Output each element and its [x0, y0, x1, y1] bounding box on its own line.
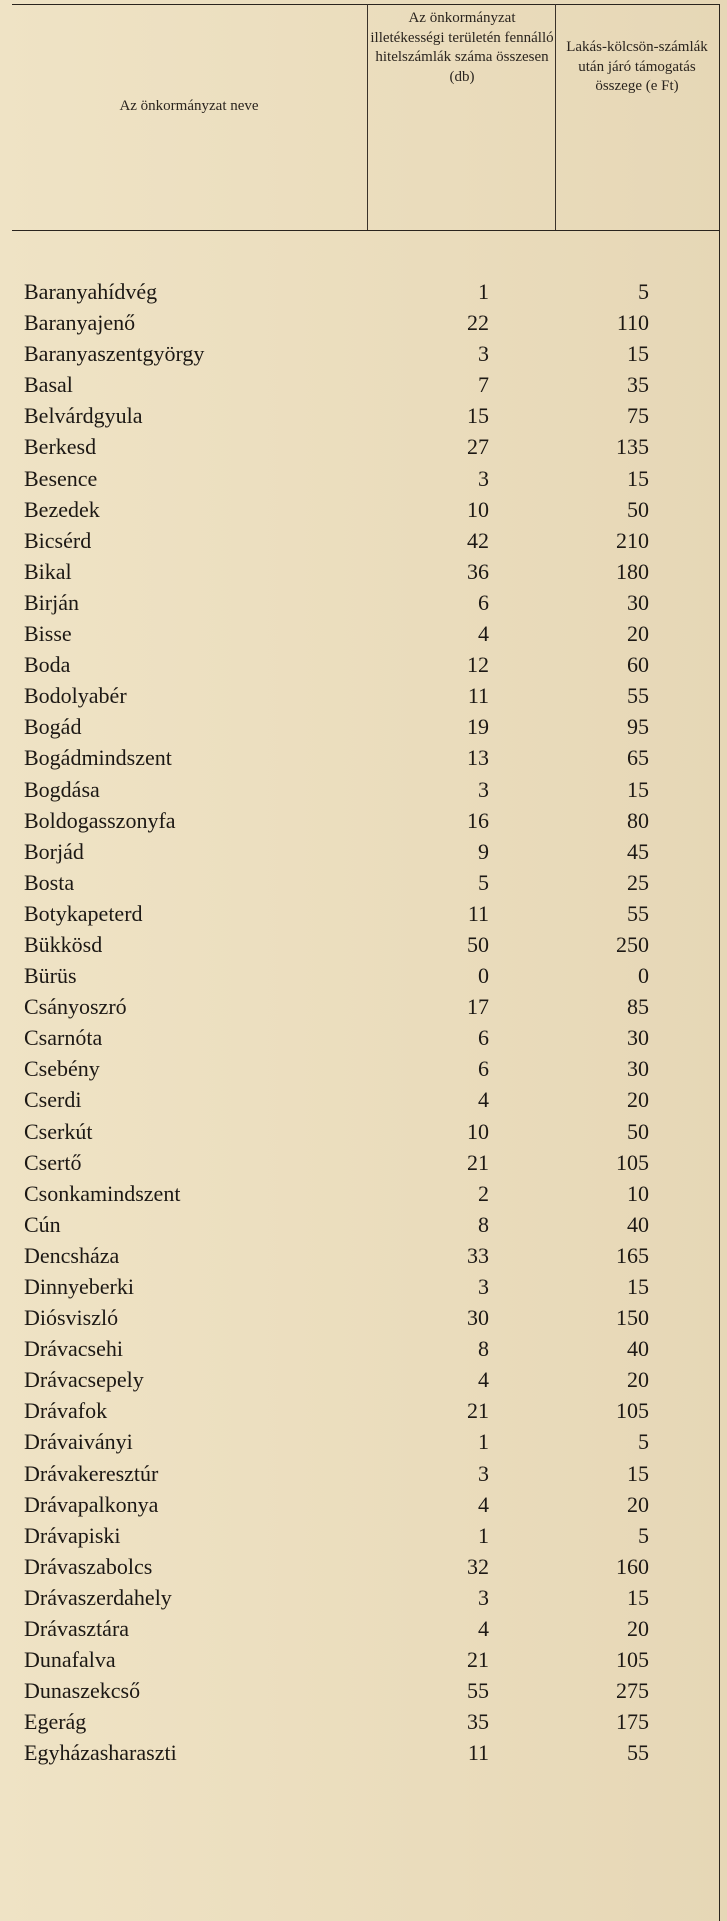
account-count: 36 [467, 558, 489, 584]
table-row [0, 463, 727, 494]
header-column-divider [367, 4, 368, 230]
table-row [0, 1426, 727, 1457]
table-row [0, 1458, 727, 1489]
account-count: 5 [478, 869, 489, 895]
support-amount: 65 [627, 745, 649, 771]
table-row [0, 1395, 727, 1426]
table-row [0, 431, 727, 462]
table-row [0, 680, 727, 711]
table-row [0, 307, 727, 338]
table-body [0, 276, 727, 1769]
table-row [0, 1613, 727, 1644]
municipality-name: Drávakeresztúr [24, 1460, 159, 1486]
table-row [0, 1551, 727, 1582]
header-column-divider [555, 4, 556, 230]
municipality-name: Egyházasharaszti [24, 1740, 177, 1766]
table-row [0, 1644, 727, 1675]
municipality-name: Csebény [24, 1056, 100, 1082]
account-count: 55 [467, 1678, 489, 1704]
account-count: 3 [478, 1584, 489, 1610]
municipality-name: Cserdi [24, 1087, 82, 1113]
support-amount: 60 [627, 652, 649, 678]
support-amount: 55 [627, 900, 649, 926]
municipality-name: Csonkamindszent [24, 1180, 181, 1206]
municipality-name: Belvárdgyula [24, 403, 143, 429]
table-row [0, 1116, 727, 1147]
municipality-name: Botykapeterd [24, 900, 143, 926]
municipality-name: Bosta [24, 869, 75, 895]
municipality-name: Bogád [24, 714, 82, 740]
table-row [0, 1084, 727, 1115]
support-amount: 75 [627, 403, 649, 429]
account-count: 27 [467, 434, 489, 460]
table-row [0, 991, 727, 1022]
support-amount: 0 [638, 963, 649, 989]
account-count: 1 [478, 279, 489, 304]
support-amount: 5 [638, 279, 649, 304]
municipality-name: Bogádmindszent [24, 745, 172, 771]
account-count: 19 [467, 714, 489, 740]
account-count: 3 [478, 1460, 489, 1486]
municipality-name: Dunafalva [24, 1647, 116, 1673]
municipality-name: Drávaszerdahely [24, 1584, 172, 1610]
municipality-name: Drávacsehi [24, 1336, 123, 1362]
municipality-name: Baranyaszentgyörgy [24, 341, 205, 367]
support-amount: 20 [627, 1616, 649, 1642]
table-row [0, 338, 727, 369]
municipality-name: Dunaszekcső [24, 1678, 141, 1704]
table-row [0, 1737, 727, 1768]
support-amount: 105 [616, 1149, 649, 1175]
municipality-name: Drávacsepely [24, 1367, 144, 1393]
account-count: 42 [467, 527, 489, 553]
account-count: 10 [467, 496, 489, 522]
account-count: 11 [467, 683, 489, 709]
municipality-name: Bogdása [24, 776, 100, 802]
table-row [0, 276, 727, 307]
table-row [0, 1147, 727, 1178]
support-amount: 135 [616, 434, 649, 460]
account-count: 11 [467, 1740, 489, 1766]
account-count: 2 [478, 1180, 489, 1206]
account-count: 4 [478, 1087, 489, 1113]
account-count: 32 [467, 1553, 489, 1579]
account-count: 6 [478, 1025, 489, 1051]
table-row [0, 1520, 727, 1551]
support-amount: 80 [627, 807, 649, 833]
account-count: 50 [467, 931, 489, 957]
table-row [0, 805, 727, 836]
municipality-name: Bodolyabér [24, 683, 127, 709]
support-amount: 20 [627, 1491, 649, 1517]
support-amount: 85 [627, 994, 649, 1020]
support-amount: 210 [616, 527, 649, 553]
table-row [0, 1489, 727, 1520]
table-row [0, 1271, 727, 1302]
support-amount: 95 [627, 714, 649, 740]
support-amount: 30 [627, 1056, 649, 1082]
support-amount: 15 [627, 776, 649, 802]
municipality-name: Dencsháza [24, 1242, 120, 1268]
account-count: 8 [478, 1211, 489, 1237]
support-amount: 20 [627, 1087, 649, 1113]
support-amount: 175 [616, 1709, 649, 1735]
municipality-name: Cún [24, 1211, 61, 1237]
support-amount: 20 [627, 1367, 649, 1393]
support-amount: 15 [627, 341, 649, 367]
account-count: 6 [478, 589, 489, 615]
support-amount: 250 [616, 931, 649, 957]
municipality-name: Csányoszró [24, 994, 127, 1020]
support-amount: 10 [627, 1180, 649, 1206]
account-count: 3 [478, 776, 489, 802]
municipality-name: Bürüs [24, 963, 77, 989]
column-header-count: Az önkormányzat illetékességi területén fennálló hitelszámlák száma összesen (db) [370, 10, 554, 85]
municipality-name: Cserkút [24, 1118, 93, 1144]
support-amount: 50 [627, 1118, 649, 1144]
support-amount: 15 [627, 1460, 649, 1486]
account-count: 15 [467, 403, 489, 429]
municipality-name: Boda [24, 652, 71, 678]
table-row [0, 1333, 727, 1364]
support-amount: 30 [627, 1025, 649, 1051]
municipality-name: Boldogasszonyfa [24, 807, 176, 833]
table-row [0, 1240, 727, 1271]
municipality-name: Birján [24, 589, 79, 615]
account-count: 30 [467, 1305, 489, 1331]
account-count: 1 [478, 1429, 489, 1455]
table-row [0, 742, 727, 773]
support-amount: 50 [627, 496, 649, 522]
support-amount: 15 [627, 1584, 649, 1610]
account-count: 35 [467, 1709, 489, 1735]
support-amount: 275 [616, 1678, 649, 1704]
municipality-name: Egerág [24, 1709, 87, 1735]
account-count: 22 [467, 310, 489, 336]
table-row [0, 1302, 727, 1333]
support-amount: 30 [627, 589, 649, 615]
support-amount: 40 [627, 1336, 649, 1362]
municipality-name: Bezedek [24, 496, 100, 522]
table-row [0, 525, 727, 556]
account-count: 3 [478, 341, 489, 367]
municipality-name: Drávafok [24, 1398, 108, 1424]
support-amount: 45 [627, 838, 649, 864]
municipality-name: Drávapalkonya [24, 1491, 159, 1517]
support-amount: 110 [616, 310, 649, 336]
account-count: 9 [478, 838, 489, 864]
municipality-name: Drávasztára [24, 1616, 130, 1642]
support-amount: 105 [616, 1647, 649, 1673]
table-row [0, 867, 727, 898]
table-row [0, 1022, 727, 1053]
support-amount: 15 [627, 465, 649, 491]
account-count: 0 [478, 963, 489, 989]
account-count: 11 [467, 900, 489, 926]
table-row [0, 369, 727, 400]
support-amount: 40 [627, 1211, 649, 1237]
municipality-name: Basal [24, 372, 73, 398]
municipality-name: Bikal [24, 558, 72, 584]
municipality-name: Bükkösd [24, 931, 103, 957]
support-amount: 165 [616, 1242, 649, 1268]
account-count: 16 [467, 807, 489, 833]
column-header-name: Az önkormányzat neve [119, 98, 259, 114]
municipality-name: Diósviszló [24, 1305, 119, 1331]
municipality-name: Baranyahídvég [24, 279, 158, 304]
support-amount: 15 [627, 1274, 649, 1299]
column-header-amount: Lakás-kölcsön-számlák után járó támogatás összege (e Ft) [566, 39, 708, 95]
account-count: 17 [467, 994, 489, 1020]
municipality-name: Drávaszabolcs [24, 1553, 153, 1579]
account-count: 4 [478, 1616, 489, 1642]
account-count: 21 [467, 1398, 489, 1424]
table-row [0, 1582, 727, 1613]
table-row [0, 1178, 727, 1209]
municipality-name: Besence [24, 465, 98, 491]
support-amount: 180 [616, 558, 649, 584]
table-row [0, 494, 727, 525]
table-row [0, 960, 727, 991]
support-amount: 150 [616, 1305, 649, 1331]
table-top-rule [12, 4, 720, 5]
account-count: 21 [467, 1149, 489, 1175]
account-count: 33 [467, 1242, 489, 1268]
account-count: 7 [478, 372, 489, 398]
municipality-name: Drávaiványi [24, 1429, 133, 1455]
account-count: 4 [478, 621, 489, 647]
header-bottom-rule [12, 230, 720, 231]
account-count: 8 [478, 1336, 489, 1362]
account-count: 1 [478, 1522, 489, 1548]
account-count: 3 [478, 1274, 489, 1299]
table-row [0, 400, 727, 431]
table-row [0, 618, 727, 649]
table-row [0, 1706, 727, 1737]
table-row [0, 1053, 727, 1084]
support-amount: 35 [627, 372, 649, 398]
support-amount: 105 [616, 1398, 649, 1424]
municipality-name: Bicsérd [24, 527, 92, 553]
table-row [0, 587, 727, 618]
support-amount: 160 [616, 1553, 649, 1579]
support-amount: 25 [627, 869, 649, 895]
municipality-name: Berkesd [24, 434, 97, 460]
account-count: 6 [478, 1056, 489, 1082]
account-count: 21 [467, 1647, 489, 1673]
account-count: 13 [467, 745, 489, 771]
municipality-name: Borjád [24, 838, 84, 864]
support-amount: 5 [638, 1522, 649, 1548]
table-row [0, 649, 727, 680]
account-count: 4 [478, 1367, 489, 1393]
table-row [0, 898, 727, 929]
municipality-name: Csertő [24, 1149, 82, 1175]
municipality-name: Drávapiski [24, 1522, 121, 1548]
municipality-name: Bisse [24, 621, 72, 647]
support-amount: 5 [638, 1429, 649, 1455]
municipality-name: Dinnyeberki [24, 1274, 134, 1299]
table-row [0, 711, 727, 742]
municipality-name: Baranyajenő [24, 310, 136, 336]
account-count: 10 [467, 1118, 489, 1144]
support-amount: 20 [627, 621, 649, 647]
account-count: 3 [478, 465, 489, 491]
table-row [0, 836, 727, 867]
table-row [0, 1209, 727, 1240]
account-count: 12 [467, 652, 489, 678]
table-row [0, 929, 727, 960]
table-row [0, 774, 727, 805]
table-row [0, 1675, 727, 1706]
account-count: 4 [478, 1491, 489, 1517]
support-amount: 55 [627, 1740, 649, 1766]
municipality-name: Csarnóta [24, 1025, 103, 1051]
table-row [0, 556, 727, 587]
table-row [0, 1364, 727, 1395]
support-amount: 55 [627, 683, 649, 709]
